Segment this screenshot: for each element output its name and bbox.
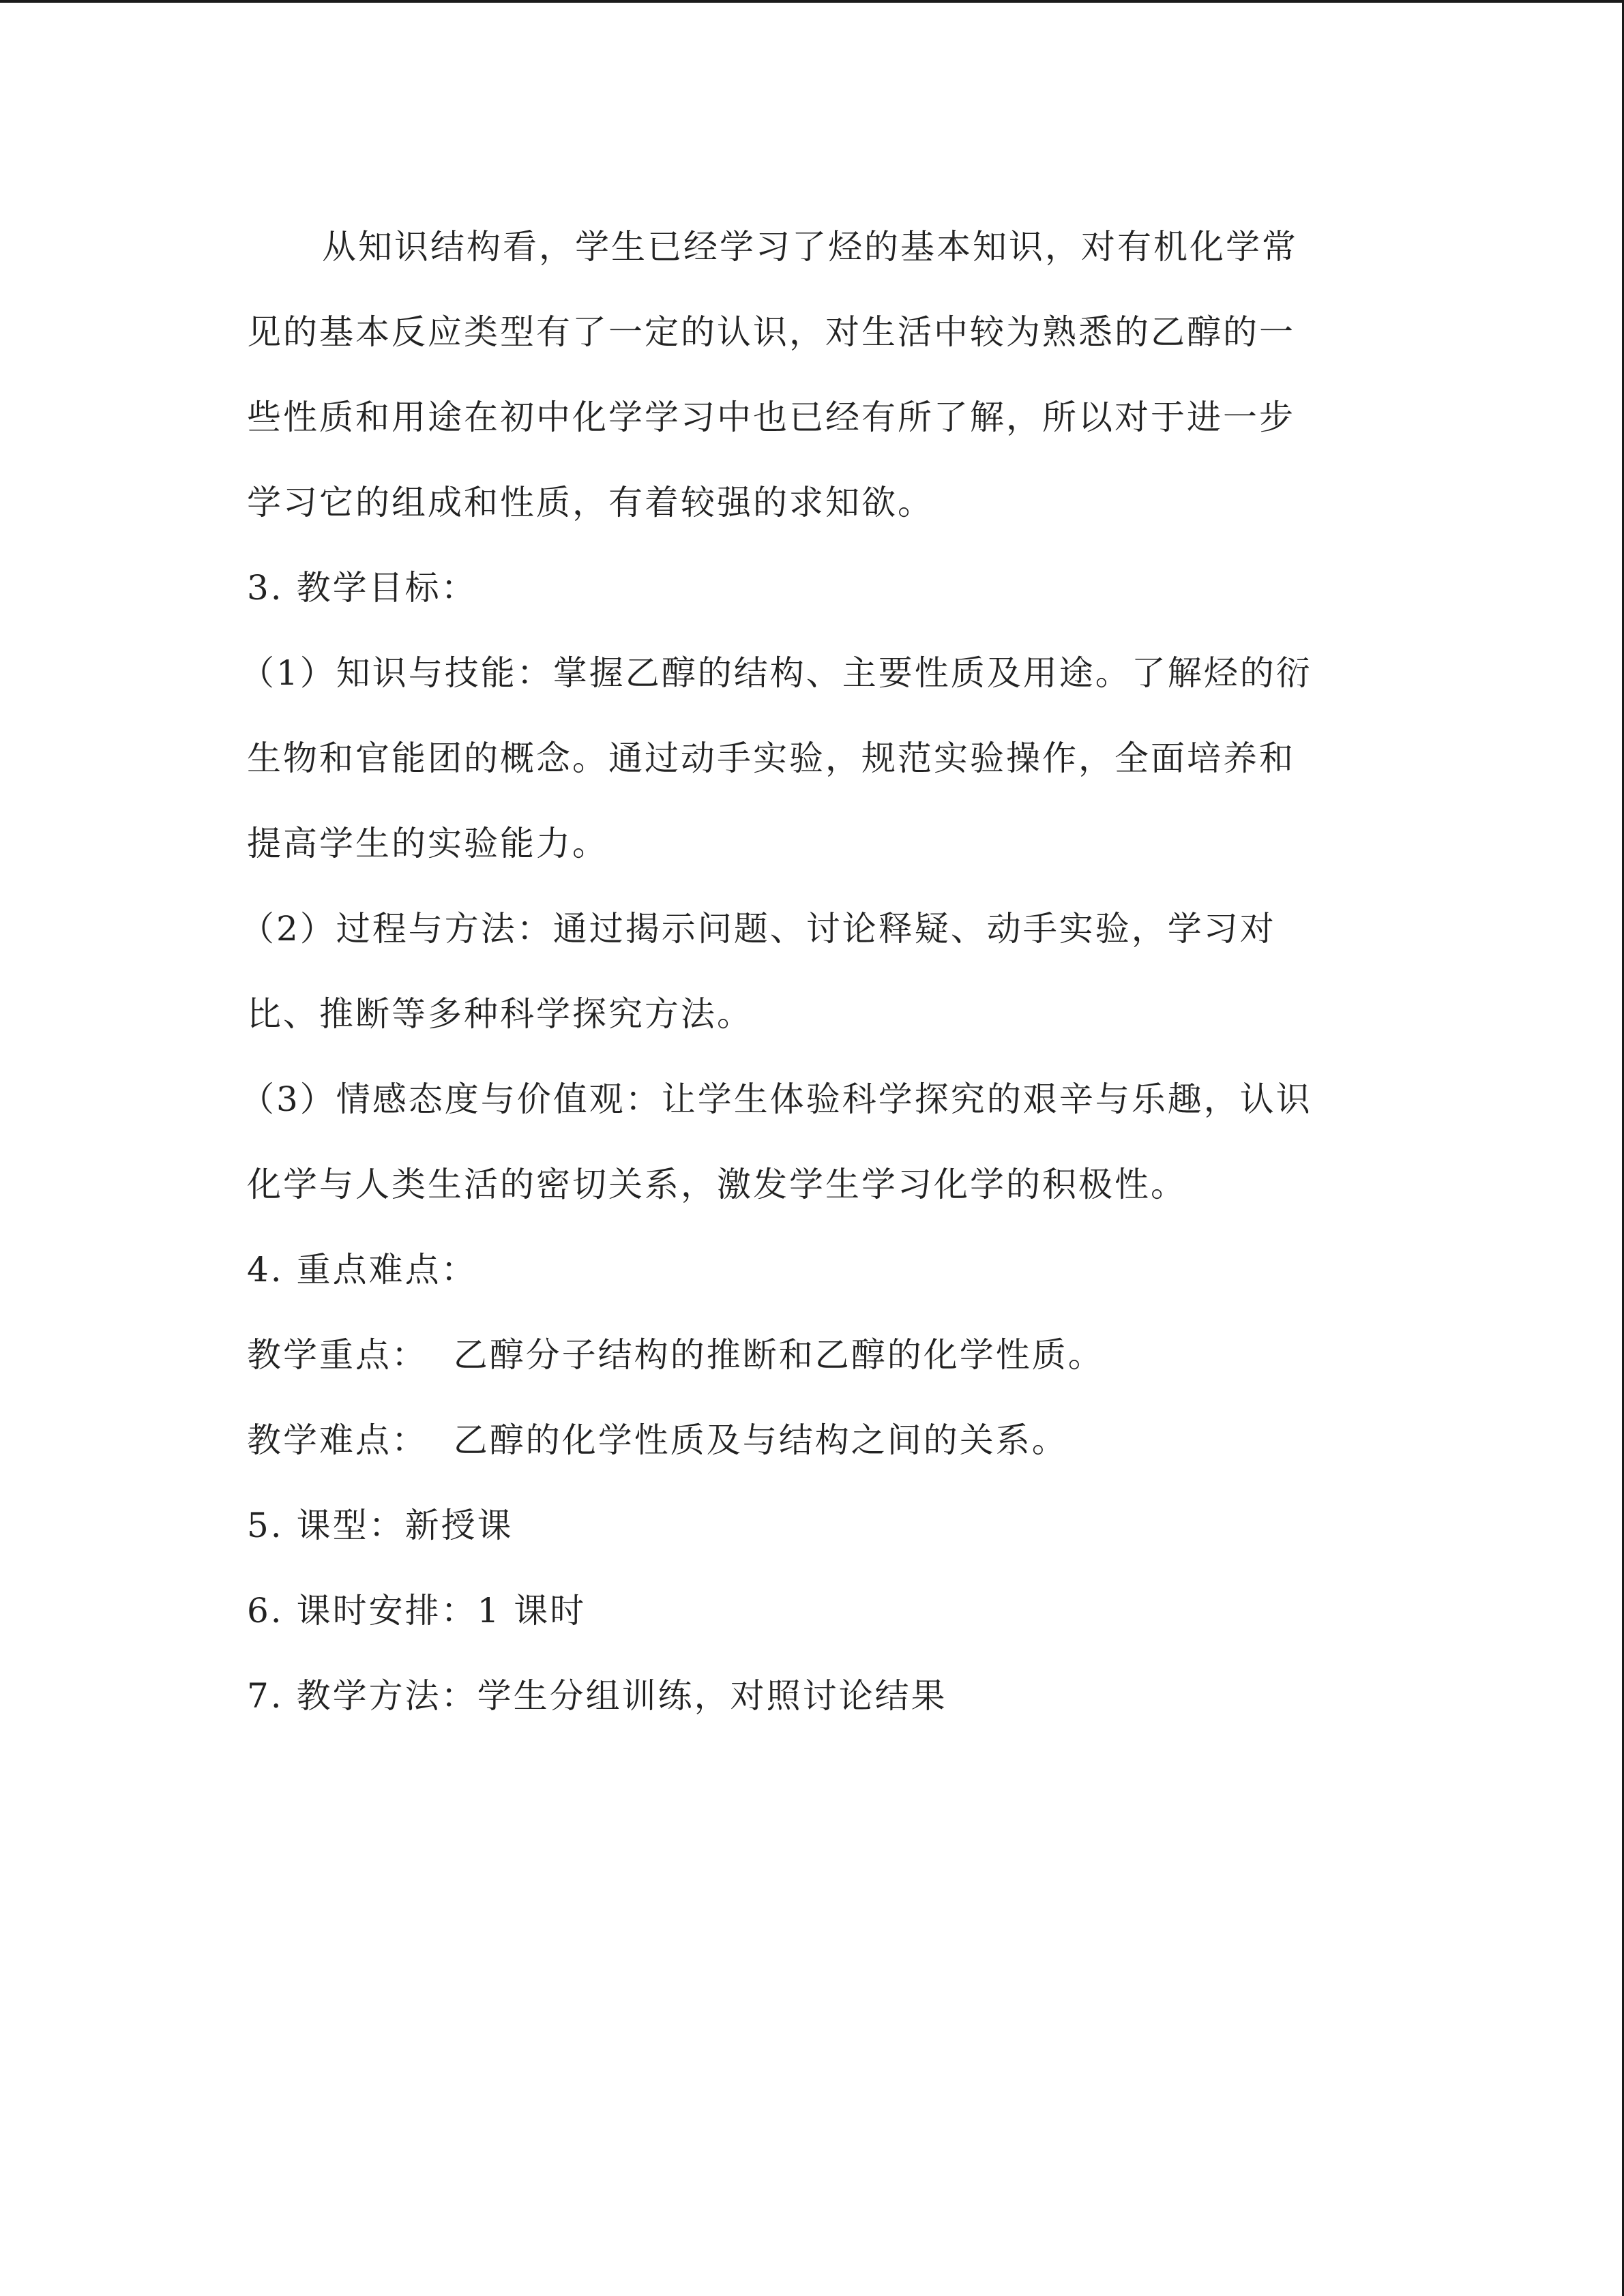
- teaching-key-point: 教学重点： 乙醇分子结构的推断和乙醇的化学性质。: [247, 1335, 1104, 1375]
- teaching-difficult-point: 教学难点： 乙醇的化学性质及与结构之间的关系。: [247, 1420, 1068, 1460]
- section-7-teaching-method: 7. 教学方法：学生分组训练，对照讨论结果: [247, 1676, 947, 1716]
- objective-2-line-2: 比、推断等多种科学探究方法。: [247, 994, 753, 1034]
- section-5-lesson-type: 5. 课型：新授课: [247, 1506, 514, 1545]
- intro-paragraph: [247, 205, 1379, 546]
- intro-line-3: 些性质和用途在初中化学学习中也已经有所了解，所以对于进一步: [247, 398, 1295, 437]
- intro-line-2: 见的基本反应类型有了一定的认识，对生活中较为熟悉的乙醇的一: [247, 312, 1295, 352]
- objective-1-line-3: 提高学生的实验能力。: [247, 824, 608, 863]
- objective-3-line-2: 化学与人类生活的密切关系，激发学生学习化学的积极性。: [247, 1165, 1187, 1204]
- intro-line-4: 学习它的组成和性质，有着较强的求知欲。: [247, 483, 934, 522]
- page-top-border: [0, 0, 1624, 3]
- objective-attitudes-values: [240, 1057, 1379, 1227]
- section-3-heading: 3. 教学目标：: [247, 568, 477, 608]
- intro-line-1: 从知识结构看，学生已经学习了烃的基本知识，对有机化学常: [322, 227, 1298, 267]
- objective-1-line-1: （1）知识与技能：掌握乙醇的结构、主要性质及用途。了解烃的衍: [240, 653, 1312, 693]
- objective-1-line-2: 生物和官能团的概念。通过动手实验，规范实验操作，全面培养和: [247, 739, 1295, 778]
- section-4-heading: 4. 重点难点：: [247, 1250, 477, 1289]
- document-body: [240, 205, 1379, 1739]
- objective-3-line-1: （3）情感态度与价值观：让学生体验科学探究的艰辛与乐趣，认识: [240, 1079, 1312, 1119]
- objective-2-line-1: （2）过程与方法：通过揭示问题、讨论释疑、动手实验，学习对: [240, 909, 1276, 949]
- objective-knowledge-skills: [240, 631, 1379, 886]
- objective-process-methods: [240, 886, 1379, 1057]
- section-6-class-hours: 6. 课时安排：1 课时: [247, 1591, 587, 1630]
